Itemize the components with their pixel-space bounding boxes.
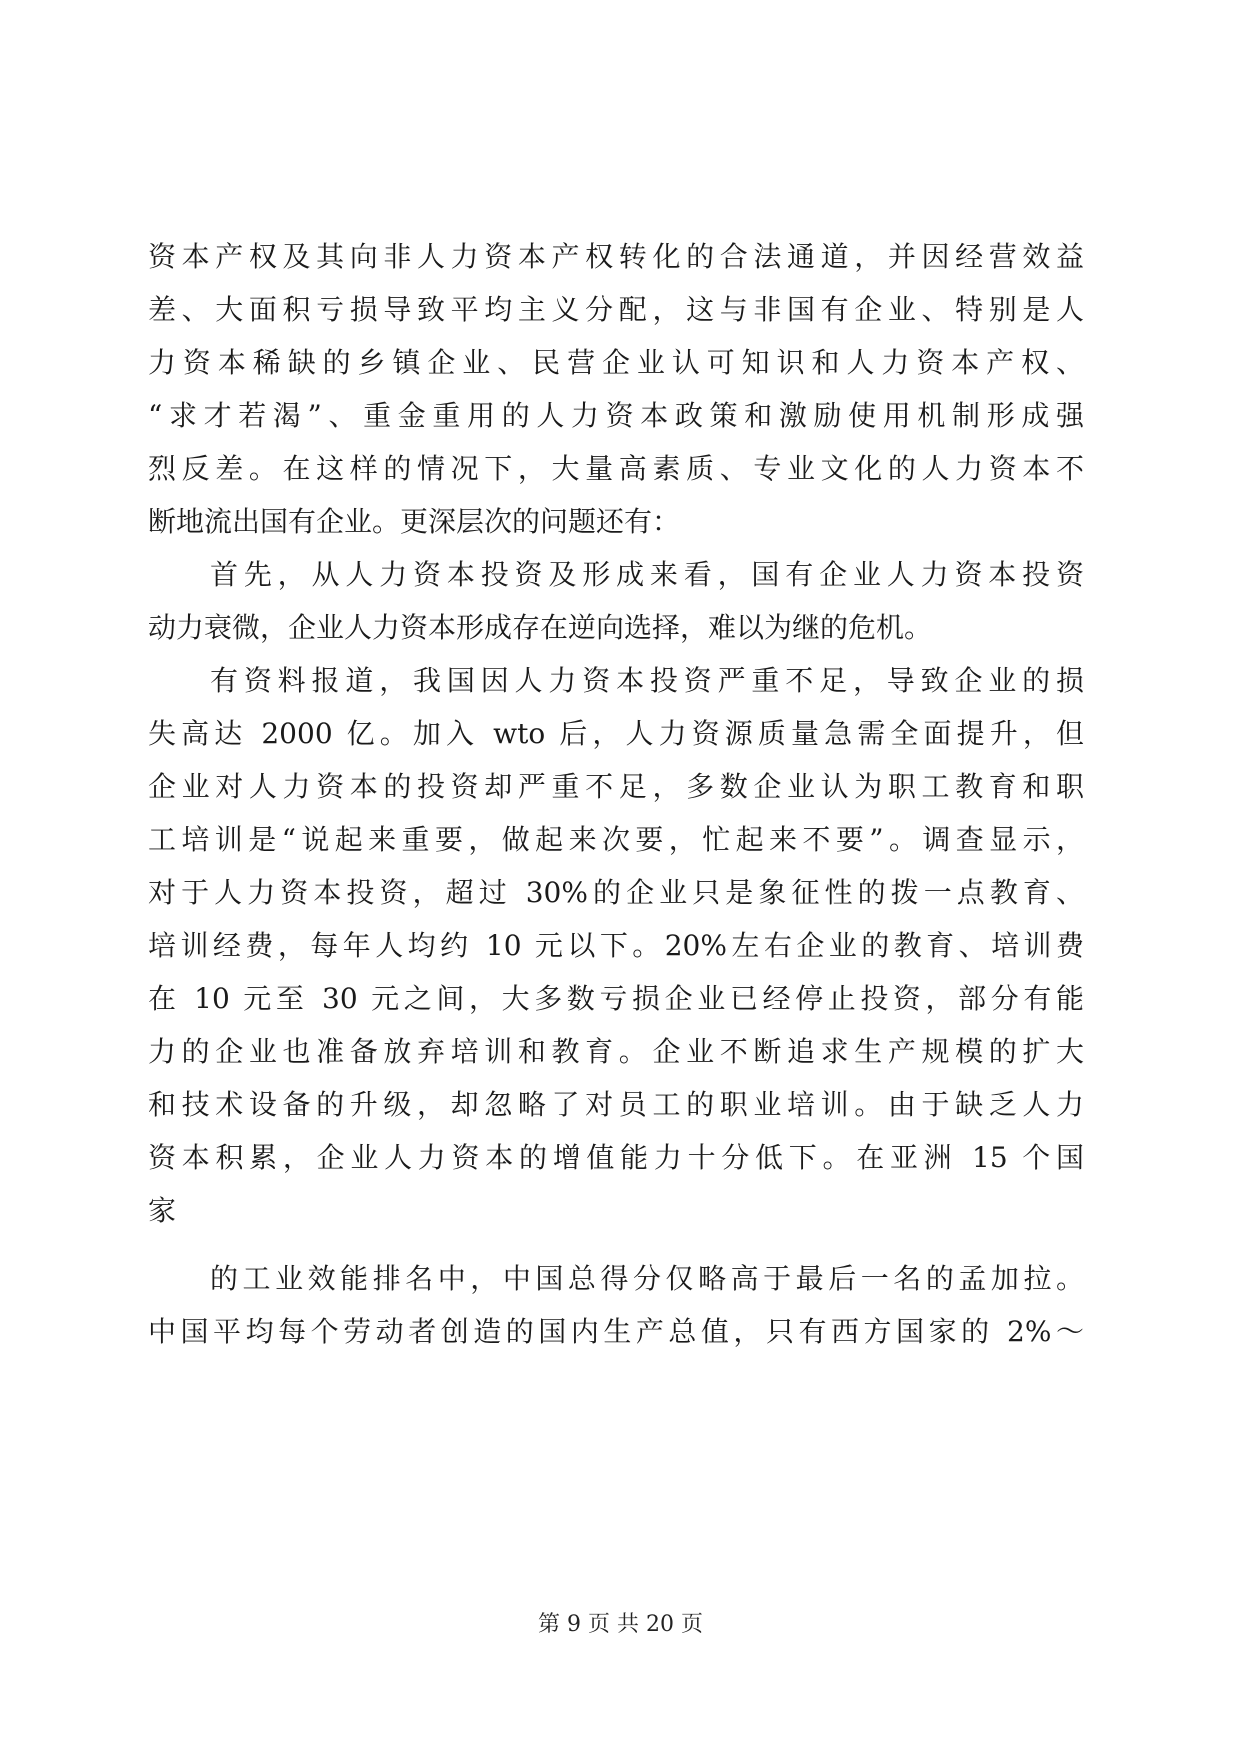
text-line: 家 xyxy=(148,1194,177,1227)
text-line: 力的企业也准备放弃培训和教育。企业不断追求生产规模的扩大 xyxy=(148,1035,1084,1068)
page-break-gap xyxy=(148,1237,1084,1252)
text-line: “求才若渴”、重金重用的人力资本政策和激励使用机制形成强 xyxy=(148,399,1084,432)
text-line: 对于人力资本投资，超过 30%的企业只是象征性的拨一点教育、 xyxy=(148,876,1084,909)
page-footer xyxy=(0,1610,1241,1640)
text-line: 的工业效能排名中，中国总得分仅略高于最后一名的孟加拉。 xyxy=(210,1262,1084,1295)
paragraph xyxy=(148,548,1084,654)
paragraph xyxy=(148,654,1084,1237)
text-line: 企业对人力资本的投资却严重不足，多数企业认为职工教育和职 xyxy=(148,770,1084,803)
text-line: 烈反差。在这样的情况下，大量高素质、专业文化的人力资本不 xyxy=(148,452,1084,485)
text-line: 有资料报道，我国因人力资本投资严重不足，导致企业的损 xyxy=(210,664,1084,697)
text-line: 动力衰微，企业人力资本形成存在逆向选择，难以为继的危机。 xyxy=(148,611,933,644)
text-line: 断地流出国有企业。更深层次的问题还有： xyxy=(148,505,681,538)
text-line: 差、大面积亏损导致平均主义分配，这与非国有企业、特别是人 xyxy=(148,293,1084,326)
text-line: 和技术设备的升级，却忽略了对员工的职业培训。由于缺乏人力 xyxy=(148,1088,1084,1121)
paragraph xyxy=(148,1252,1084,1358)
text-line: 培训经费，每年人均约 10 元以下。20%左右企业的教育、培训费 xyxy=(148,929,1084,962)
text-line: 资本积累，企业人力资本的增值能力十分低下。在亚洲 15 个国 xyxy=(148,1141,1084,1174)
body-text xyxy=(148,230,1084,1358)
paragraph xyxy=(148,230,1084,548)
text-line: 中国平均每个劳动者创造的国内生产总值，只有西方国家的 2%～ xyxy=(148,1315,1084,1348)
text-line: 在 10 元至 30 元之间，大多数亏损企业已经停止投资，部分有能 xyxy=(148,982,1084,1015)
text-line: 力资本稀缺的乡镇企业、民营企业认可知识和人力资本产权、 xyxy=(148,346,1084,379)
text-line: 资本产权及其向非人力资本产权转化的合法通道，并因经营效益 xyxy=(148,240,1084,273)
text-line: 工培训是“说起来重要，做起来次要，忙起来不要”。调查显示， xyxy=(148,823,1084,856)
page-number: 第 9 页 共 20 页 xyxy=(538,1612,703,1637)
text-line: 失高达 2000 亿。加入 wto 后，人力资源质量急需全面提升，但 xyxy=(148,717,1084,750)
text-line: 首先，从人力资本投资及形成来看，国有企业人力资本投资 xyxy=(210,558,1084,591)
